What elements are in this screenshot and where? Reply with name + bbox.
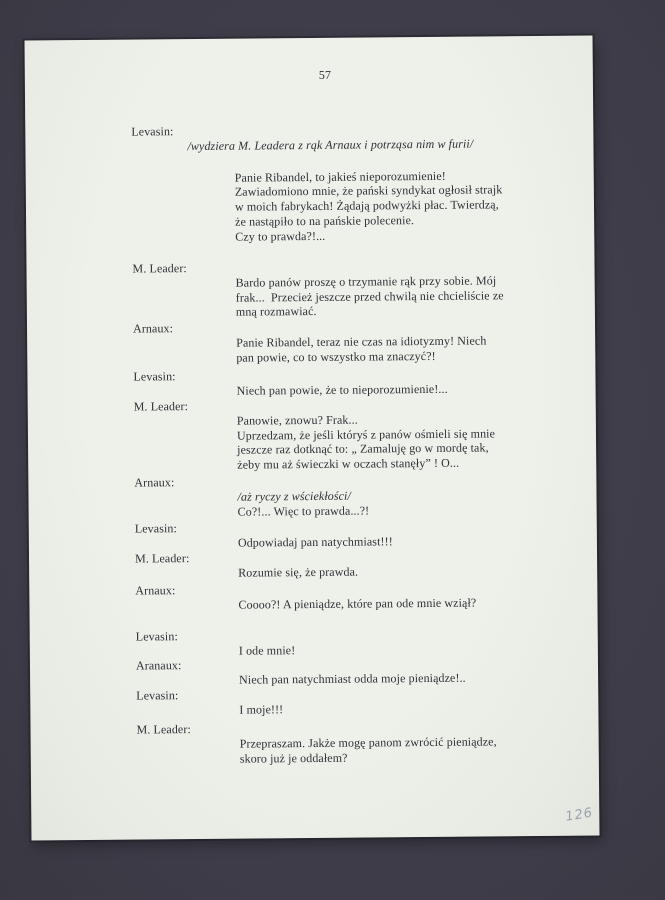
dialogue-line: mną rozmawiać.: [235, 304, 317, 320]
document-page: [25, 36, 600, 841]
speaker-label: Levasin:: [136, 688, 179, 703]
script-entry: [29, 518, 597, 553]
dialogue-block: [26, 167, 595, 246]
dialogue-line: Co?!... Więc to prawda...?!: [237, 503, 370, 519]
dialogue-line: jeszcze raz dotknąć to: „ Zamaluję go w mordę tak,: [237, 440, 489, 458]
dialogue-line: Coooo?! A pieniądze, które pan ode mnie wziął?: [238, 595, 477, 612]
dialogue-line: Niech pan natychmiast odda moje pieniądze!..: [239, 670, 466, 687]
speaker-label: Arnaux:: [132, 321, 174, 336]
dialogue-line: Przepraszam. Jakże mogę panom zwrócić pieniądze,: [239, 734, 497, 751]
dialogue-block: [27, 272, 595, 321]
script-entry: [29, 548, 597, 583]
dialogue-line: Odpowiadaj pan natychmiast!!!: [237, 534, 393, 550]
script-entry: [27, 318, 595, 367]
dialogue-line: Czy to prawda?!...: [235, 228, 326, 244]
dialogue-line: I ode mnie!: [238, 642, 296, 658]
dialogue-line: I moje!!!: [239, 702, 284, 717]
dialogue-block: [31, 733, 599, 768]
dialogue-line: Zawiadomiono mnie, że pański syndykat ogłosił strajk: [234, 182, 503, 200]
dialogue-line: Panie Ribandel, teraz nie czas na idiotyzmy! Niech: [236, 333, 487, 350]
stage-direction: /wydziera M. Leadera z rąk Arnaux i potrząsa nim w furii/: [187, 136, 474, 153]
script-entry: [26, 258, 594, 322]
handwritten-page-number: 126: [564, 805, 595, 825]
dialogue-line: Panowie, znowu? Frak...: [236, 412, 358, 428]
dialogue-line: żeby mu aż świeczki w oczach stanęły” ! O...: [237, 455, 460, 472]
speaker-label: M. Leader:: [133, 399, 189, 414]
dialogue-line: że nastąpiło to na pańskie polecenie.: [235, 213, 415, 229]
stage-direction: /aż ryczy z wściekłości/: [237, 488, 351, 504]
dialogue-line: frak... Przecież jeszcze przed chwilą nie chcieliście ze: [235, 287, 504, 305]
script-entry: [25, 121, 594, 247]
script-entry: [28, 396, 597, 475]
dialogue-line: skoro już je oddałem?: [239, 750, 348, 766]
speaker-label: M. Leader:: [134, 551, 190, 566]
dialogue-block: [27, 332, 595, 367]
dialogue-line: Rozumie się, że prawda.: [238, 564, 359, 580]
dialogue-line: Niech pan powie, że to nieporozumienie!...: [236, 381, 448, 398]
speaker-label: M. Leader:: [136, 722, 191, 737]
speaker-label: Levasin:: [134, 521, 177, 536]
speaker-label: Levasin:: [133, 369, 176, 384]
speaker-label: Aranaux:: [135, 658, 182, 673]
speaker-label: Arnaux:: [134, 475, 175, 490]
script-entry: [28, 472, 596, 521]
script-entry: [30, 719, 598, 768]
script-entry: [30, 655, 598, 690]
dialogue-line: Uprzedzam, że jeśli któryś z panów ośmieli się mnie: [236, 425, 496, 443]
speaker-label: Levasin:: [135, 629, 178, 644]
script-entry: [27, 366, 595, 401]
page-number: 57: [318, 67, 332, 82]
dialogue-block: [28, 410, 596, 474]
speaker-label: Levasin:: [131, 124, 174, 139]
speaker-label: M. Leader:: [132, 261, 187, 276]
dialogue-line: Panie Ribandel, to jakieś nieporozumienie!: [234, 168, 446, 185]
speaker-label: Arnaux:: [135, 583, 176, 598]
dialogue-line: pan powie, co to wszystko ma znaczyć?!: [236, 348, 436, 365]
script-entry: [30, 685, 598, 720]
dialogue-line: w moich fabrykach! Żądają podwyżki płac. Twierdzą,: [234, 197, 499, 214]
script-entry: [29, 580, 597, 615]
dialogue-line: Bardo panów proszę o trzymanie rąk przy sobie. Mój: [235, 273, 497, 290]
